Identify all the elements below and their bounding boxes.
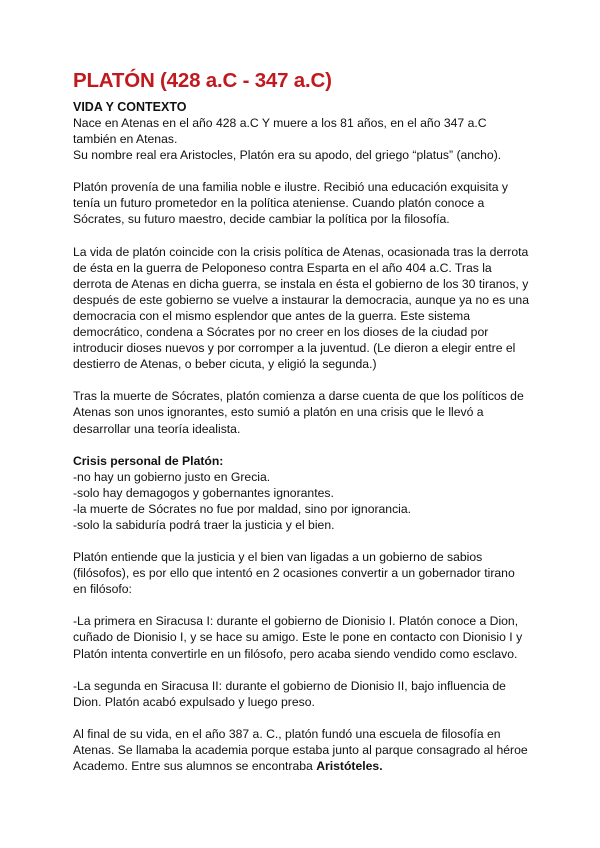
paragraph-gap <box>73 163 543 179</box>
paragraph-gap <box>73 710 543 726</box>
list-item: -la muerte de Sócrates no fue por maldad, sino por ignorancia. <box>73 501 412 516</box>
paragraph-gap <box>73 533 543 549</box>
paragraph-birth: Nace en Atenas en el año 428 a.C Y muere a los 81 años, en el año 347 a.C también en Atenas. Su nombre real era Aristocles, Platón era su apodo, del griego “platus” (ancho). <box>73 116 502 163</box>
section-heading: VIDA Y CONTEXTO <box>73 100 187 114</box>
paragraph-philosopher-kings: Platón entiende que la justicia y el bien van ligadas a un gobierno de sabios (filósofos), es por ello que intentó en 2 ocasiones convertir a un gobernador tirano en filósofo: <box>73 550 515 597</box>
paragraph-siracusa-two: -La segunda en Siracusa II: durante el gobierno de Dionisio II, bajo influencia de Dion. Platón acabó expulsado y luego preso. <box>73 678 506 709</box>
crisis-list <box>73 453 543 533</box>
paragraph-siracusa-one: -La primera en Siracusa I: durante el gobierno de Dionisio I. Platón conoce a Dion, cuñado de Dionisio I, y se hace su amigo. Este le pone en contacto con Dionisio I y Platón intenta convertirle en un filósofo, pero acaba siendo vendido como esclavo. <box>73 614 523 661</box>
document-page <box>73 68 543 774</box>
paragraph-gap <box>73 662 543 678</box>
paragraph-gap <box>73 437 543 453</box>
paragraph-gap <box>73 597 543 613</box>
paragraph-family: Platón provenía de una familia noble e ilustre. Recibió una educación exquisita y tenía un futuro prometedor en la política ateniense. Cuando platón conoce a Sócrates, su futuro maestro, decide cambiar la política por la filosofía. <box>73 180 508 227</box>
paragraph-academy <box>73 726 543 774</box>
crisis-heading: Crisis personal de Platón: <box>73 453 224 468</box>
list-item: -solo la sabiduría podrá traer la justicia y el bien. <box>73 517 335 532</box>
aristotle-name: Aristóteles. <box>316 759 383 773</box>
paragraph-gap <box>73 228 543 244</box>
paragraph-gap <box>73 372 543 388</box>
paragraph-socrates-death: Tras la muerte de Sócrates, platón comienza a darse cuenta de que los políticos de Atenas son unos ignorantes, esto sumió a platón en una crisis que le llevó a desarrollar una teoría idealista. <box>73 389 524 436</box>
list-item: -no hay un gobierno justo en Grecia. <box>73 469 271 484</box>
document-title: PLATÓN (428 a.C - 347 a.C) <box>73 69 332 92</box>
academy-text: Al final de su vida, en el año 387 a. C., platón fundó una escuela de filosofía en Atenas. Se llamaba la academia porque estaba junto al parque consagrado al héroe Academo. Entre sus alumnos se encontraba <box>73 726 528 773</box>
list-item: -solo hay demagogos y gobernantes ignorantes. <box>73 485 334 500</box>
paragraph-political-crisis: La vida de platón coincide con la crisis política de Atenas, ocasionada tras la derrota de ésta en la guerra de Peloponeso contra Esparta en el año 404 a.C. Tras la derrota de Atenas en dicha guerra, se instala en ésta el gobierno de los 30 tiranos, y después de este gobierno se vuelve a instaurar la democracia, aunque ya no es una democracia con el mismo esplendor que antes de la guerra. Este sistema democrático, condena a Sócrates por no creer en los dioses de la ciudad por introducir dioses nuevos y por corromper a la juventud. (Le dieron a elegir entre el destierro de Atenas, o beber cicuta, y eligió la segunda.) <box>73 244 529 372</box>
